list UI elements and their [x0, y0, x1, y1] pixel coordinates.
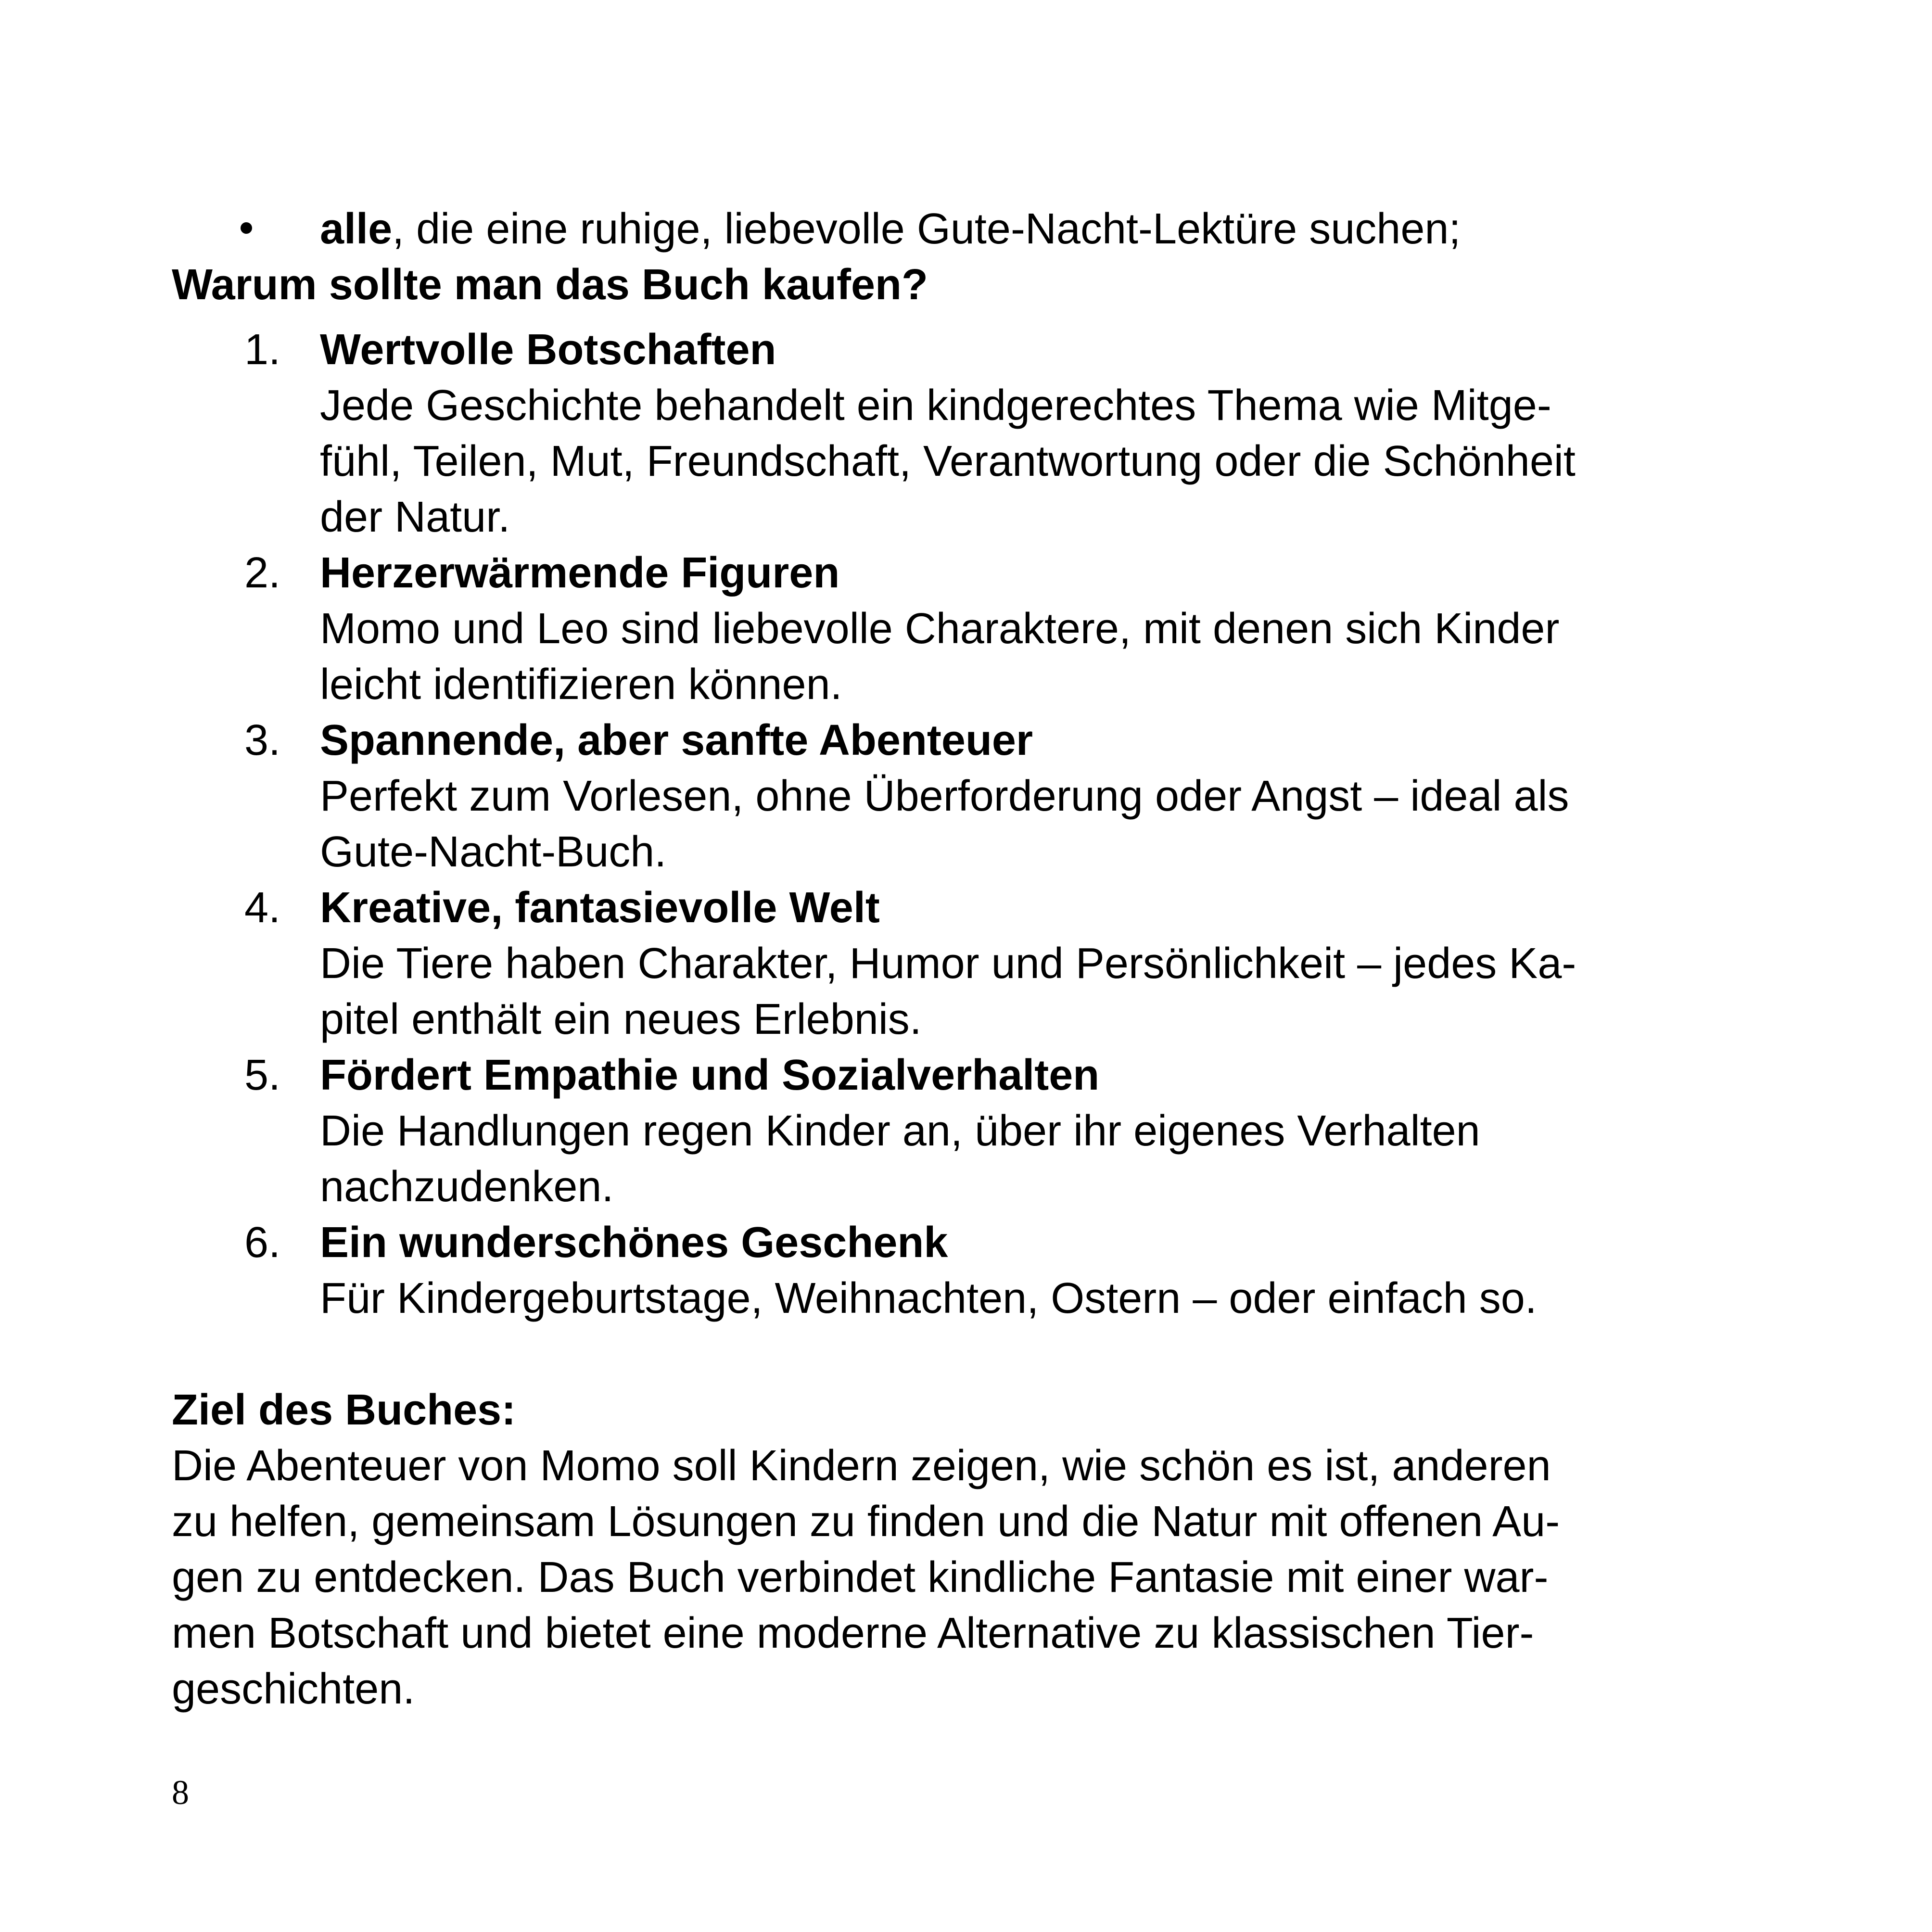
bullet-item: [320, 207, 1461, 251]
list-item-title: Wertvolle Botschaften: [320, 326, 776, 374]
list-item-title: Ein wunderschönes Geschenk: [320, 1219, 948, 1267]
list-item-text: nachzudenken.: [320, 1163, 614, 1211]
goal-paragraph-line: geschichten.: [172, 1665, 415, 1713]
list-item-text: Jede Geschichte behandelt ein kindgerechtes Thema wie Mitge-: [320, 381, 1551, 430]
list-item-text: fühl, Teilen, Mut, Freundschaft, Verantwortung oder die Schönheit: [320, 437, 1576, 485]
list-item-title: Herzerwärmende Figuren: [320, 549, 840, 597]
list-item-text: pitel enthält ein neues Erlebnis.: [320, 995, 922, 1043]
goal-heading: Ziel des Buches:: [172, 1386, 516, 1434]
goal-paragraph-line: gen zu entdecken. Das Buch verbindet kindliche Fantasie mit einer war-: [172, 1553, 1549, 1602]
list-item-title: Kreative, fantasievolle Welt: [320, 884, 880, 932]
list-item-text: Die Handlungen regen Kinder an, über ihr eigenes Verhalten: [320, 1107, 1480, 1155]
goal-paragraph-line: Die Abenteuer von Momo soll Kindern zeigen, wie schön es ist, anderen: [172, 1442, 1551, 1490]
bullet-item-text: , die eine ruhige, liebevolle Gute-Nacht-Lektüre suchen;: [392, 205, 1461, 253]
list-number: 3.: [244, 716, 281, 764]
list-number: 6.: [244, 1219, 281, 1267]
list-item-text: Perfekt zum Vorlesen, ohne Überforderung oder Angst – ideal als: [320, 772, 1569, 820]
list-number: 1.: [244, 326, 281, 374]
bullet-item-lead: alle: [320, 205, 393, 253]
list-item-text: Die Tiere haben Charakter, Humor und Persönlichkeit – jedes Ka-: [320, 940, 1576, 988]
goal-paragraph-line: zu helfen, gemeinsam Lösungen zu finden und die Natur mit offenen Au-: [172, 1498, 1560, 1546]
list-item-text: Für Kindergeburtstage, Weihnachten, Ostern – oder einfach so.: [320, 1274, 1537, 1322]
list-item-text: Momo und Leo sind liebevolle Charaktere, mit denen sich Kinder: [320, 605, 1560, 653]
list-item-text: Gute-Nacht-Buch.: [320, 828, 667, 876]
bullet-dot-icon: [241, 222, 252, 234]
list-item-text: der Natur.: [320, 493, 510, 541]
list-item-title: Spannende, aber sanfte Abenteuer: [320, 716, 1033, 764]
list-item-title: Fördert Empathie und Sozialverhalten: [320, 1051, 1100, 1099]
section-heading: Warum sollte man das Buch kaufen?: [172, 261, 928, 309]
list-item-text: leicht identifizieren können.: [320, 661, 842, 709]
goal-paragraph-line: men Botschaft und bietet eine moderne Alternative zu klassischen Tier-: [172, 1609, 1534, 1657]
list-number: 5.: [244, 1051, 281, 1099]
list-number: 4.: [244, 884, 281, 932]
list-number: 2.: [244, 549, 281, 597]
page-number: 8: [172, 1773, 189, 1812]
